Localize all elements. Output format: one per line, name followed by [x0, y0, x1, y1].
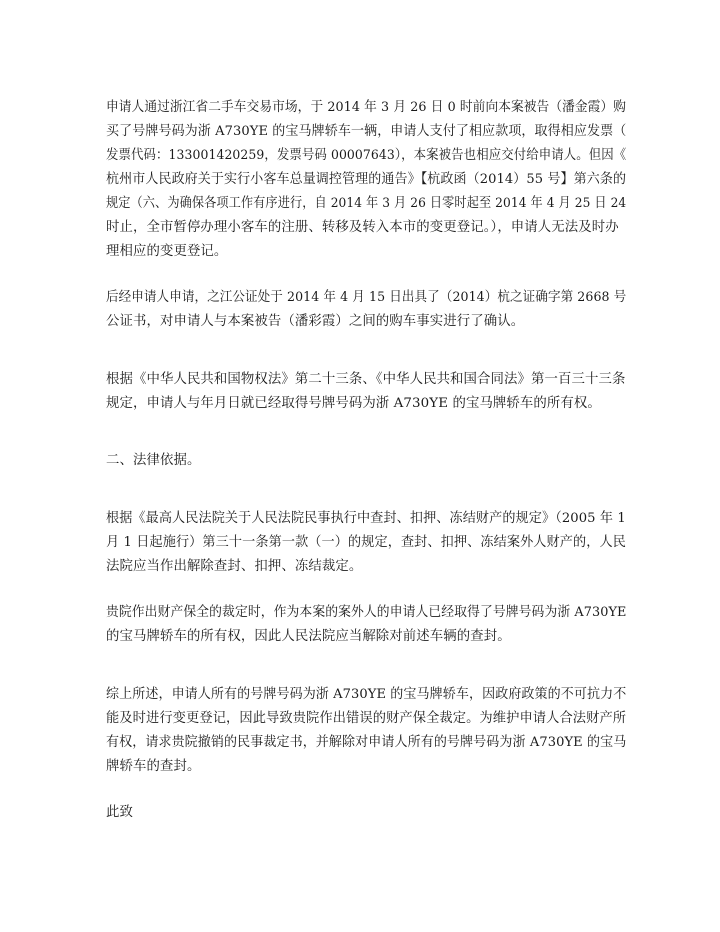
closing-salutation — [106, 801, 626, 825]
text-line: 后经申请人申请，之江公证处于 2014 年 4 月 15 日出具了（2014）杭之证确字第 2668 号 — [106, 290, 627, 305]
paragraph-ownership-basis — [106, 368, 626, 416]
paragraph-preservation-ruling — [106, 601, 626, 649]
text-line: 规定（六、为确保各项工作有序进行，自 2014 年 3 月 26 日零时起至 2014 年 4 月 25 日 24 — [106, 196, 627, 211]
text-line: 二、法律依据。 — [106, 453, 201, 468]
text-line: 牌轿车的查封。 — [106, 759, 201, 774]
paragraph-vehicle-purchase — [106, 96, 626, 264]
text-line: 月 1 日起施行）第三十一条第一款（一）的规定，查封、扣押、冻结案外人财产的，人民 — [106, 535, 626, 550]
text-line: 理相应的变更登记。 — [106, 244, 228, 259]
paragraph-judicial-provision — [106, 507, 626, 579]
text-line: 根据《中华人民共和国物权法》第二十三条、《中华人民共和国合同法》第一百三十三条 — [106, 372, 626, 387]
text-line: 申请人通过浙江省二手车交易市场，于 2014 年 3 月 26 日 0 时前向本案被告（潘金霞）购 — [106, 100, 627, 115]
paragraph-notarization — [106, 286, 626, 334]
text-line: 此致 — [106, 805, 133, 820]
text-line: 发票代码：133001420259，发票号码 00007643），本案被告也相应交付给申请人。但因《 — [106, 148, 627, 163]
text-line: 法院应当作出解除查封、扣押、冻结裁定。 — [106, 559, 363, 574]
text-line: 综上所述，申请人所有的号牌号码为浙 A730YE 的宝马牌轿车，因政府政策的不可抗力不 — [106, 687, 627, 702]
section-heading-legal-basis — [106, 449, 626, 473]
text-line: 买了号牌号码为浙 A730YE 的宝马牌轿车一辆，申请人支付了相应款项，取得相应发票（ — [106, 124, 627, 139]
text-line: 根据《最高人民法院关于人民法院民事执行中查封、扣押、冻结财产的规定》（2005 年 1 — [106, 511, 626, 526]
text-line: 有权，请求贵院撤销的民事裁定书，并解除对申请人所有的号牌号码为浙 A730YE 的宝马 — [106, 735, 627, 750]
text-line: 杭州市人民政府关于实行小客车总量调控管理的通告》【杭政函（2014）55 号】第六条的 — [106, 172, 627, 187]
text-line: 规定，申请人与年月日就已经取得号牌号码为浙 A730YE 的宝马牌轿车的所有权。 — [106, 396, 601, 411]
text-line: 贵院作出财产保全的裁定时，作为本案的案外人的申请人已经取得了号牌号码为浙 A730YE — [106, 605, 627, 620]
text-line: 时止，全市暂停办理小客车的注册、转移及转入本市的变更登记。），申请人无法及时办 — [106, 220, 619, 235]
text-line: 的宝马牌轿车的所有权，因此人民法院应当解除对前述车辆的查封。 — [106, 629, 511, 644]
text-line: 能及时进行变更登记，因此导致贵院作出错误的财产保全裁定。为维护申请人合法财产所 — [106, 711, 627, 726]
text-line: 公证书，对申请人与本案被告（潘彩霞）之间的购车事实进行了确认。 — [106, 314, 525, 329]
paragraph-conclusion-request — [106, 683, 626, 779]
